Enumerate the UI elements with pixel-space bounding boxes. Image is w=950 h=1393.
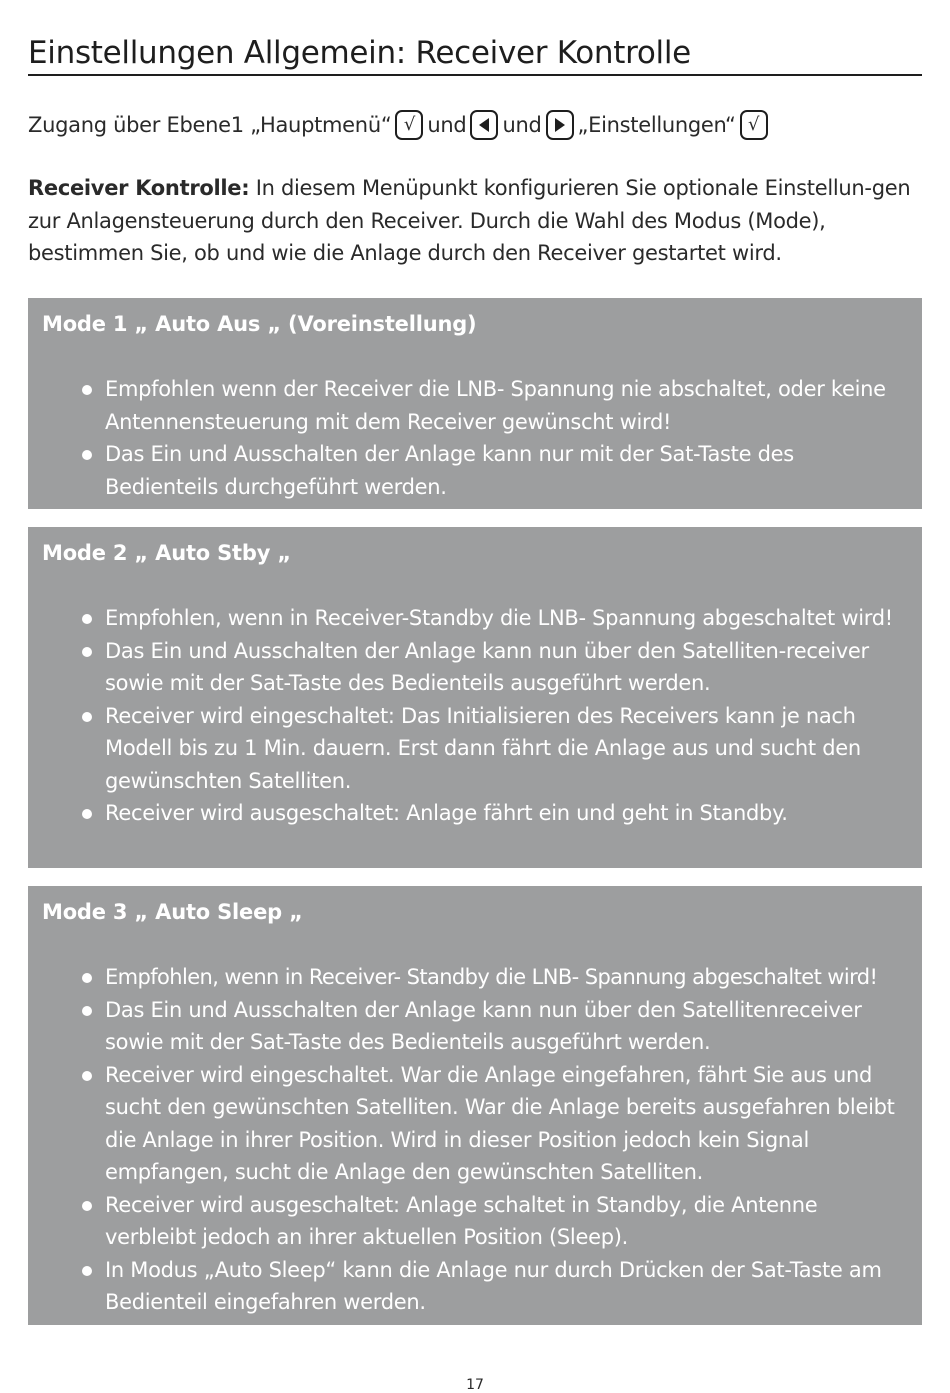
mode-1-title: Mode 1 „ Auto Aus „ (Voreinstellung) — [42, 312, 477, 336]
list-item — [42, 373, 908, 438]
mode-1-list — [42, 373, 908, 503]
access-and-text: und — [427, 113, 467, 137]
list-item — [42, 700, 908, 798]
list-item — [42, 602, 908, 635]
mode-3-list — [42, 961, 908, 1319]
access-path-text: Zugang über Ebene1 „Hauptmenü“ — [28, 113, 392, 137]
list-item-text: Empfohlen, wenn in Receiver- Standby die LNB- Spannung abgeschaltet wird! — [105, 965, 878, 989]
page-title: Einstellungen Allgemein: Receiver Kontrolle — [28, 35, 691, 71]
list-item-text: Receiver wird eingeschaltet. War die Anlage eingefahren, fährt Sie aus und sucht den gewünschten Satelliten. War die Anlage bereits ausgefahren bleibt die Anlage in ihrer Position. Wird in dieser Position jedoch kein Signal empfangen, sucht die Anlage den gewünschten Satelliten. — [105, 1062, 895, 1184]
access-and-text: und — [502, 113, 542, 137]
list-item-text: Das Ein und Ausschalten der Anlage kann nun über den Satellitenreceiver sowie mit der Sat-Taste des Bedienteils ausgeführt werden. — [105, 997, 862, 1054]
intro-text: In diesem Menüpunkt konfigurieren Sie optionale Einstellun-gen zur Anlagensteuerung durch den Receiver. Durch die Wahl des Modus (Mode), bestimmen Sie, ob und wie die Anlage durch den Receiver gestartet wird. — [28, 176, 911, 265]
list-item — [42, 961, 908, 994]
list-item — [42, 438, 908, 503]
ok-key-icon: √ — [740, 110, 768, 140]
intro-label: Receiver Kontrolle: — [28, 176, 250, 200]
mode-3-box — [28, 886, 922, 1325]
list-item — [42, 1189, 908, 1254]
settings-menu-text: „Einstellungen“ — [577, 113, 736, 137]
mode-2-list — [42, 602, 908, 830]
bullet-icon — [82, 385, 92, 395]
list-item-text: Receiver wird ausgeschaltet: Anlage fährt ein und geht in Standby. — [105, 801, 788, 825]
mode-3-title: Mode 3 „ Auto Sleep „ — [42, 900, 303, 924]
intro-paragraph — [28, 172, 922, 270]
list-item — [42, 797, 908, 830]
list-item — [42, 635, 908, 700]
bullet-icon — [82, 973, 92, 983]
mode-2-box — [28, 527, 922, 868]
mode-2-title: Mode 2 „ Auto Stby „ — [42, 541, 291, 565]
list-item-text: Empfohlen wenn der Receiver die LNB- Spannung nie abschaltet, oder keine Antennensteuerung mit dem Receiver gewünscht wird! — [105, 377, 886, 434]
bullet-icon — [82, 809, 92, 819]
left-arrow-key-icon — [470, 110, 498, 140]
bullet-icon — [82, 614, 92, 624]
list-item — [42, 1059, 908, 1189]
list-item-text: Receiver wird eingeschaltet: Das Initialisieren des Receivers kann je nach Modell bis zu 1 Min. dauern. Erst dann fährt die Anlage aus und sucht den gewünschten Satelliten. — [105, 703, 861, 793]
list-item — [42, 1254, 908, 1319]
bullet-icon — [82, 1266, 92, 1276]
list-item-text: In Modus „Auto Sleep“ kann die Anlage nur durch Drücken der Sat-Taste am Bedienteil eingefahren werden. — [105, 1257, 882, 1314]
bullet-icon — [82, 1201, 92, 1211]
list-item-text: Das Ein und Ausschalten der Anlage kann nun über den Satelliten-receiver sowie mit der Sat-Taste des Bedienteils ausgeführt werden. — [105, 638, 869, 695]
list-item — [42, 994, 908, 1059]
bullet-icon — [82, 1006, 92, 1016]
list-item-text: Receiver wird ausgeschaltet: Anlage schaltet in Standby, die Antenne verbleibt jedoch an ihrer aktuellen Position (Sleep). — [105, 1192, 818, 1249]
list-item-text: Das Ein und Ausschalten der Anlage kann nur mit der Sat-Taste des Bedienteils durchgeführt werden. — [105, 442, 794, 499]
list-item-text: Empfohlen, wenn in Receiver-Standby die LNB- Spannung abgeschaltet wird! — [105, 606, 893, 630]
mode-1-box — [28, 298, 922, 509]
bullet-icon — [82, 712, 92, 722]
right-arrow-key-icon — [546, 110, 574, 140]
access-path — [28, 107, 922, 143]
ok-key-icon: √ — [395, 110, 423, 140]
title-divider — [28, 74, 922, 76]
bullet-icon — [82, 450, 92, 460]
bullet-icon — [82, 647, 92, 657]
page-number: 17 — [466, 1377, 484, 1393]
bullet-icon — [82, 1071, 92, 1081]
